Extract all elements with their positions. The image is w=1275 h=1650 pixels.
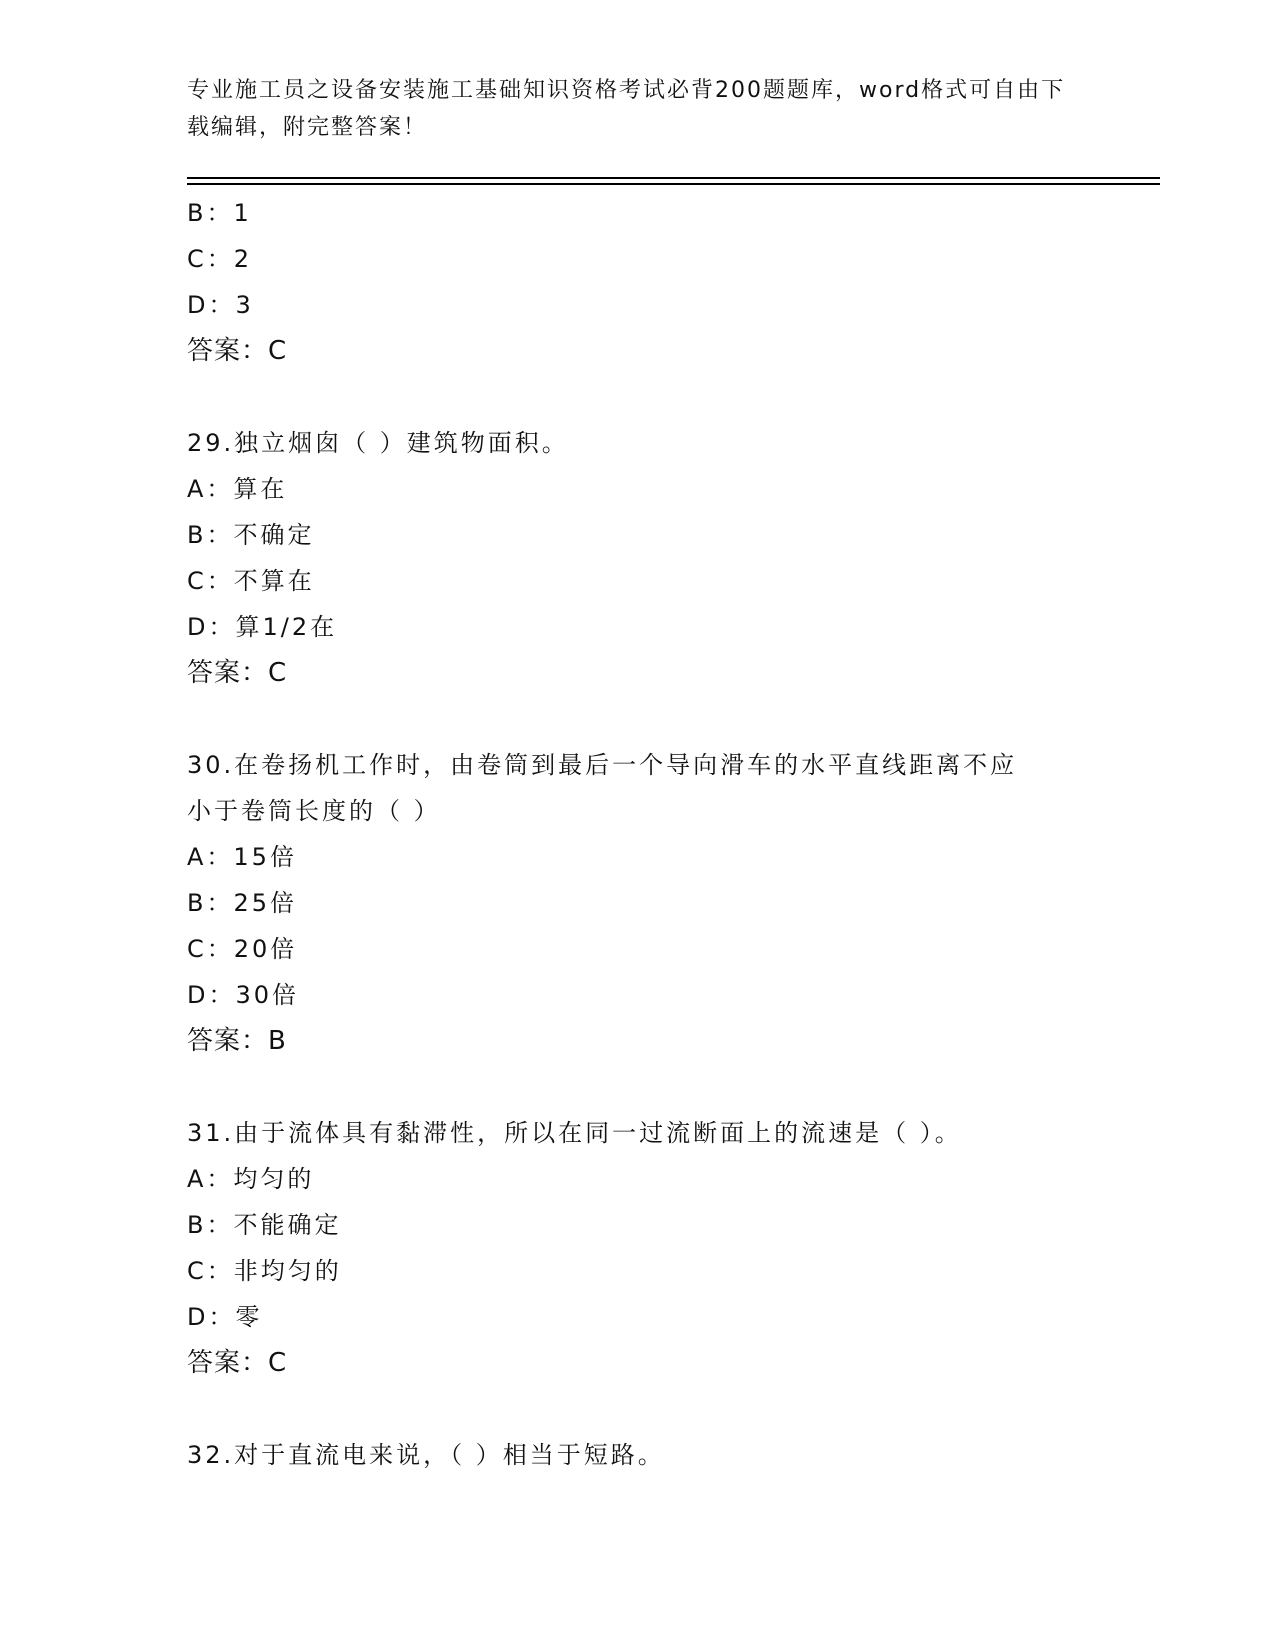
option-c: C：20倍 bbox=[187, 935, 298, 963]
option-b: B：25倍 bbox=[187, 889, 298, 917]
option-d: D：算1/2在 bbox=[187, 613, 338, 641]
option-c: C：不算在 bbox=[187, 567, 315, 595]
option-a: A：均匀的 bbox=[187, 1165, 315, 1193]
option-b: B：不能确定 bbox=[187, 1211, 342, 1239]
option-a: A：算在 bbox=[187, 475, 288, 503]
question-stem-continued: 小于卷筒长度的（ ） bbox=[187, 797, 441, 825]
option-d: D：3 bbox=[187, 291, 254, 319]
option-b: B：不确定 bbox=[187, 521, 315, 549]
option-d: D：零 bbox=[187, 1303, 263, 1331]
header-rule-bottom bbox=[187, 183, 1160, 185]
answer-line: 答案：C bbox=[187, 658, 288, 688]
document-header bbox=[187, 72, 1087, 146]
option-c: C：非均匀的 bbox=[187, 1257, 342, 1285]
option-c: C：2 bbox=[187, 245, 253, 273]
question-list bbox=[187, 190, 1087, 1478]
question-stem: 29.独立烟囱（ ）建筑物面积。 bbox=[187, 429, 569, 457]
question-stem: 32.对于直流电来说，（ ）相当于短路。 bbox=[187, 1441, 665, 1469]
answer-line: 答案：B bbox=[187, 1026, 287, 1056]
answer-line: 答案：C bbox=[187, 1348, 288, 1378]
option-b: B：1 bbox=[187, 199, 252, 227]
document-title: 专业施工员之设备安装施工基础知识资格考试必背200题题库，word格式可自由下载编辑，附完整答案！ bbox=[187, 78, 1066, 140]
option-d: D：30倍 bbox=[187, 981, 300, 1009]
answer-line: 答案：C bbox=[187, 336, 288, 366]
header-rule-top bbox=[187, 177, 1160, 179]
question-stem: 30.在卷扬机工作时，由卷筒到最后一个导向滑车的水平直线距离不应 bbox=[187, 751, 1018, 779]
question-stem: 31.由于流体具有黏滞性，所以在同一过流断面上的流速是（ ）。 bbox=[187, 1119, 962, 1147]
option-a: A：15倍 bbox=[187, 843, 297, 871]
